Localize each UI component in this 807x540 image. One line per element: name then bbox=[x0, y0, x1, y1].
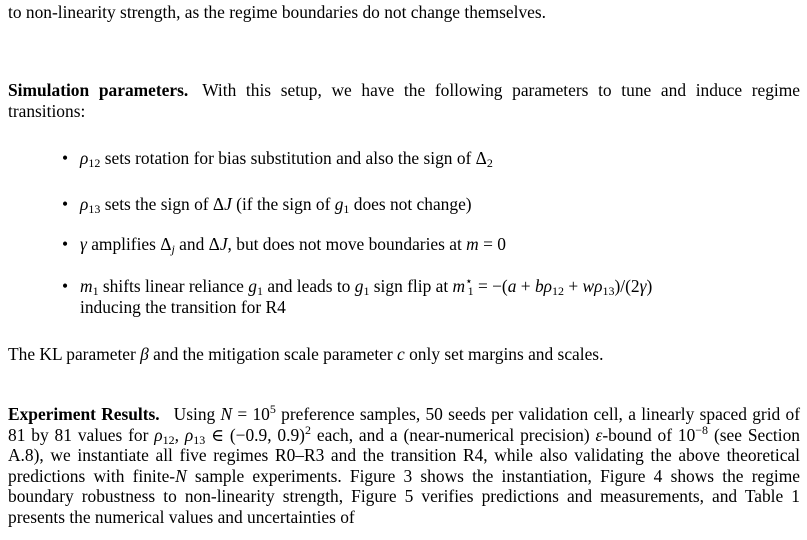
experiment-text: preference samples, 50 seeds per validation cell, a linearly spaced grid of 81 by 81 values for bbox=[8, 404, 800, 445]
math-m1-star-formula: $m^⋆_1 = -(a + b\rho_{12} + w\rho_{13})/(2\gamma)$ bbox=[452, 274, 653, 298]
math-delta-j: ΔJ bbox=[208, 234, 228, 254]
bullet-icon: • bbox=[62, 194, 69, 214]
list-item-text: does not change) bbox=[349, 194, 472, 214]
bullet-icon: • bbox=[62, 276, 69, 296]
list-item-text: inducing the transition for R4 bbox=[80, 296, 286, 317]
list-item bbox=[8, 148, 800, 169]
kl-text: and the mitigation scale parameter bbox=[148, 344, 398, 364]
math-epsilon: ε bbox=[595, 424, 603, 445]
experiment-text: (see Section A.8), we instantiate all five regimes R0–R3 and the transition R4, while also validating the above theoretical predictions with finite- bbox=[8, 424, 800, 486]
kl-text: The KL parameter bbox=[8, 344, 141, 364]
experiment-text: -bound of bbox=[602, 424, 678, 445]
math-gamma: γ bbox=[80, 234, 87, 254]
math-beta: β bbox=[140, 344, 149, 364]
math-g1: $g_1$ bbox=[248, 276, 263, 298]
math-delta-subj: $\Delta_j$ bbox=[160, 234, 175, 256]
math-ten-minus-eight: $10^{-8}$ bbox=[677, 422, 709, 445]
continued-paragraph: to non-linearity strength, as the regime boundaries do not change themselves. bbox=[8, 2, 546, 22]
math-g1: $g_1$ bbox=[354, 276, 370, 298]
kl-parameter-paragraph bbox=[8, 344, 800, 365]
math-rho-range: $\rho_{12}$, $\rho_{13}$ ∈ (−0.9, 0.9)$^2$ bbox=[154, 422, 311, 447]
list-item bbox=[8, 276, 800, 317]
simulation-parameters-paragraph bbox=[8, 80, 800, 121]
bullet-icon: • bbox=[62, 148, 69, 168]
experiment-results-paragraph bbox=[8, 404, 800, 527]
list-item-text: sets the sign of bbox=[100, 194, 213, 214]
list-item bbox=[8, 234, 800, 255]
math-c: c bbox=[397, 344, 405, 364]
math-delta-j: ΔJ bbox=[212, 194, 232, 214]
list-item-text: sign flip at bbox=[369, 276, 453, 296]
experiment-text: sample experiments. Figure 3 shows the instantiation, Figure 4 shows the regime boundary robustness to non-linearity strength, Figure 5 verifies predictions and measurements, and Table 1 presents the numerical values and uncertainties of bbox=[8, 465, 800, 527]
math-rho13: $\rho_{13}$ bbox=[80, 194, 101, 216]
experiment-results-heading: Experiment Results. bbox=[8, 404, 160, 424]
list-item bbox=[8, 194, 800, 215]
experiment-text: Using bbox=[173, 404, 221, 424]
math-m-equals-zero: m = 0 bbox=[466, 234, 506, 254]
list-item-text: (if the sign of bbox=[231, 194, 335, 214]
simulation-parameters-heading: Simulation parameters. bbox=[8, 80, 189, 100]
list-item-text: and leads to bbox=[262, 276, 355, 296]
list-item-text: amplifies bbox=[86, 234, 161, 254]
math-rho12: $\rho_{12}$ bbox=[80, 148, 101, 170]
list-item-text: sets rotation for bias substitution and also the sign of bbox=[100, 148, 476, 168]
simulation-parameters-intro: With this setup, we have the following parameters to tune and induce regime transitions: bbox=[8, 80, 801, 121]
list-item-text: and bbox=[174, 234, 209, 254]
bullet-icon: • bbox=[62, 234, 69, 254]
list-item-text: , but does not move boundaries at bbox=[227, 234, 467, 254]
list-item-text: shifts linear reliance bbox=[98, 276, 249, 296]
math-n: N bbox=[175, 465, 187, 486]
math-g1: $g_1$ bbox=[334, 194, 350, 216]
math-m1: $m_1$ bbox=[80, 276, 99, 298]
kl-text: only set margins and scales. bbox=[404, 344, 604, 364]
experiment-text: each, and a (near-numerical precision) bbox=[310, 424, 596, 445]
math-delta2: $\Delta_2$ bbox=[475, 148, 493, 170]
math-n-equals: $N = 10^5$ bbox=[220, 402, 276, 424]
